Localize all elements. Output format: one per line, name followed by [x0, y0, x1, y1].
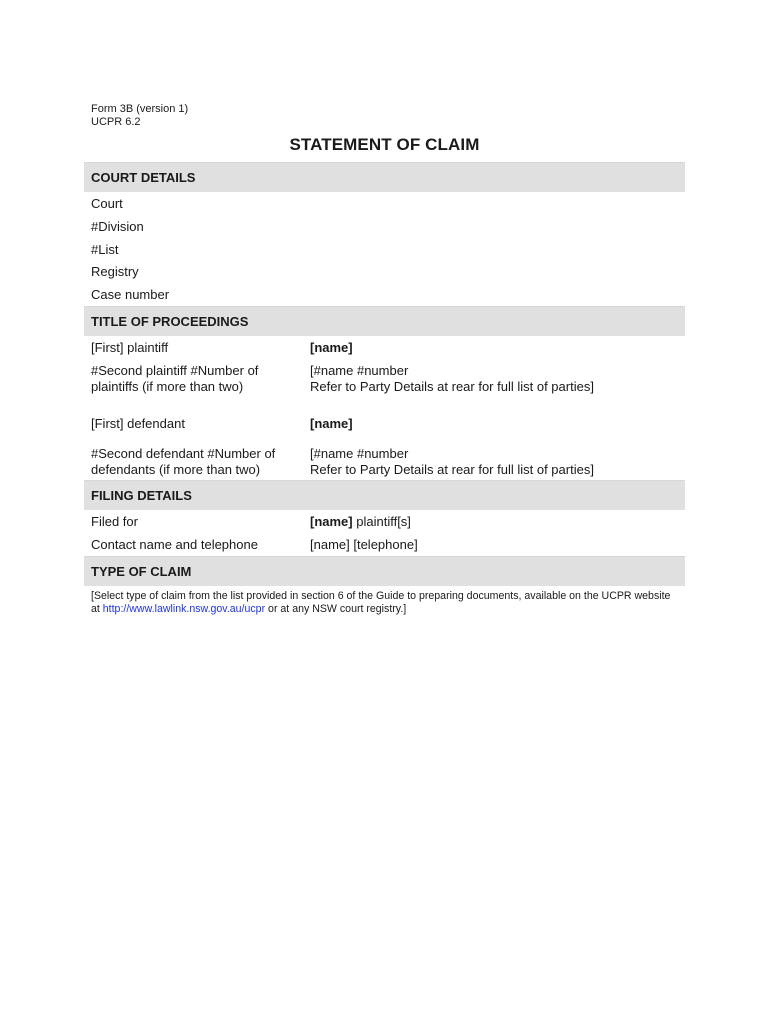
- second-defendant-value-line2: Refer to Party Details at rear for full list of parties]: [310, 462, 594, 477]
- filed-for-role: plaintiff[s]: [352, 514, 411, 529]
- type-of-claim-note: [91, 590, 681, 616]
- second-defendant-value: [310, 446, 680, 478]
- field-court: Court: [91, 196, 123, 211]
- section-heading: COURT DETAILS: [91, 170, 196, 185]
- section-bar-title-of-proceedings: [84, 306, 685, 336]
- section-heading: FILING DETAILS: [91, 488, 192, 503]
- filed-for-value: [310, 514, 680, 530]
- section-bar-type-of-claim: [84, 556, 685, 586]
- field-division: #Division: [91, 219, 144, 234]
- field-list: #List: [91, 242, 119, 257]
- first-plaintiff-label: [First] plaintiff: [91, 340, 169, 355]
- second-plaintiff-value-line1: [#name #number: [310, 363, 409, 378]
- second-plaintiff-value: [310, 363, 680, 395]
- form-meta: [91, 103, 188, 129]
- note-text-part1: [Select type of claim from the list provided in section 6 of the Guide to preparing documents, available on the UCPR website at: [91, 590, 671, 615]
- first-defendant-value: [name]: [310, 416, 353, 431]
- form-number: Form 3B (version 1): [91, 103, 189, 115]
- second-plaintiff-label: [91, 363, 306, 395]
- first-plaintiff-value: [name]: [310, 340, 353, 355]
- second-defendant-label-line2: defendants (if more than two): [91, 462, 261, 477]
- document-title: [84, 135, 685, 155]
- document-title-text: STATEMENT OF CLAIM: [289, 135, 480, 154]
- first-defendant-label: [First] defendant: [91, 416, 185, 431]
- field-registry: Registry: [91, 264, 139, 279]
- second-plaintiff-value-line2: Refer to Party Details at rear for full list of parties]: [310, 379, 594, 394]
- ucpr-link[interactable]: http://www.lawlink.nsw.gov.au/ucpr: [102, 603, 266, 615]
- second-plaintiff-label-line1: #Second plaintiff #Number of: [91, 363, 259, 378]
- section-heading: TYPE OF CLAIM: [91, 564, 192, 579]
- second-defendant-value-line1: [#name #number: [310, 446, 409, 461]
- contact-value: [name] [telephone]: [310, 537, 418, 552]
- section-bar-filing-details: [84, 480, 685, 510]
- second-defendant-label: [91, 446, 306, 478]
- field-case-number: Case number: [91, 287, 170, 302]
- second-plaintiff-label-line2: plaintiffs (if more than two): [91, 379, 244, 394]
- filed-for-name: [name]: [310, 514, 353, 529]
- rule-reference: UCPR 6.2: [91, 116, 141, 128]
- filed-for-label: Filed for: [91, 514, 138, 529]
- second-defendant-label-line1: #Second defendant #Number of: [91, 446, 276, 461]
- contact-label: Contact name and telephone: [91, 537, 258, 552]
- section-heading: TITLE OF PROCEEDINGS: [91, 314, 249, 329]
- section-bar-court-details: [84, 162, 685, 192]
- note-text-part2: or at any NSW court registry.]: [265, 603, 407, 615]
